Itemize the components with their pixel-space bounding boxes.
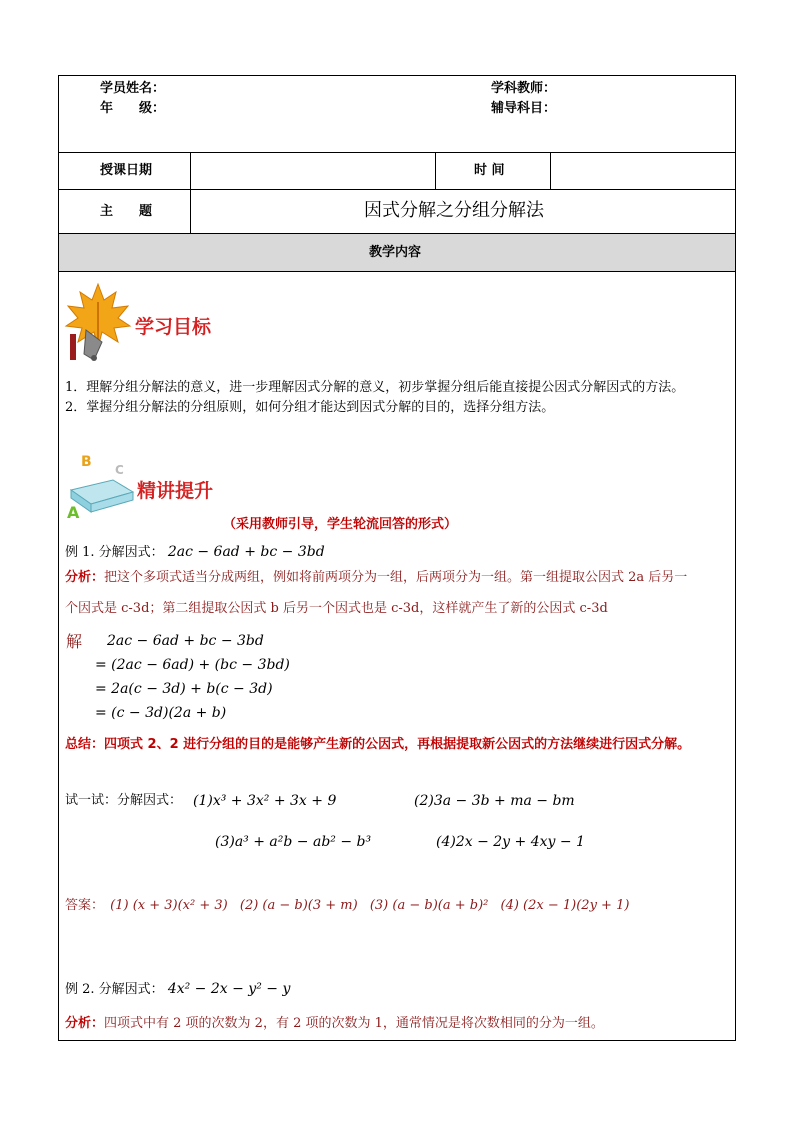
grade-label: 年 级： (100, 101, 166, 116)
example2-analysis-line (65, 1016, 604, 1032)
row-divider (59, 152, 735, 153)
example1-label-line (65, 544, 325, 561)
answers-label: 答案： (65, 898, 105, 913)
example2-label: 例 2. 分解因式： (65, 982, 164, 997)
example2-expr: 4x² − 2x − y² − y (167, 981, 291, 997)
abc-book-icon (63, 452, 137, 520)
solution-step-2: = 2a(c − 3d) + b(c − 3d) (95, 681, 273, 697)
row-divider (59, 189, 735, 190)
section2-title: 精讲提升 (137, 480, 214, 502)
solution-label: 解 (66, 632, 83, 651)
subject-label: 辅导科目： (491, 101, 557, 116)
topic-label: 主 题 (100, 204, 153, 219)
svg-text:B: B (81, 454, 92, 470)
answer-2: (2) (a − b)(3 + m) (239, 898, 358, 913)
example1-analysis-text1: 把这个多项式适当分成两组，例如将前两项分为一组，后两项分为一组。第一组提取公因式 2a 后另一 (104, 570, 688, 585)
answer-4: (4) (2x − 1)(2y + 1) (500, 898, 630, 913)
practice-label: 试一试：分解因式： (65, 793, 183, 808)
col-divider (550, 152, 551, 190)
example1-summary: 总结：四项式 2、2 进行分组的目的是能够产生新的公因式，再根据提取新公因式的方法继续进行因式分解。 (65, 737, 691, 752)
svg-text:A: A (67, 503, 80, 522)
example1-analysis-label: 分析： (65, 570, 105, 585)
solution-step-3: = (c − 3d)(2a + b) (95, 705, 227, 721)
col-divider (435, 152, 436, 190)
time-label: 时 间 (474, 163, 505, 178)
student-name-label: 学员姓名： (100, 81, 166, 96)
goal-item-1: 1．理解分组分解法的意义，进一步理解因式分解的意义，初步掌握分组后能直接提公因式分解因式的方法。 (65, 380, 685, 395)
solution-step-0: 2ac − 6ad + bc − 3bd (107, 633, 264, 649)
example2-analysis-label: 分析： (65, 1016, 105, 1031)
example2-analysis-text: 四项式中有 2 项的次数为 2，有 2 项的次数为 1，通常情况是将次数相同的分为一组。 (104, 1016, 604, 1031)
teacher-label: 学科教师： (491, 81, 557, 96)
practice-item-2: (2)3a − 3b + ma − bm (414, 793, 575, 809)
example1-label: 例 1. 分解因式： (65, 545, 164, 560)
date-label: 授课日期 (100, 163, 153, 178)
answer-3: (3) (a − b)(a + b)² (369, 898, 489, 913)
example1-analysis-line1 (65, 570, 687, 586)
solution-step-1: = (2ac − 6ad) + (bc − 3bd) (95, 657, 290, 673)
answers-line (65, 898, 629, 914)
answer-1: (1) (x + 3)(x² + 3) (110, 898, 228, 913)
example1-expr: 2ac − 6ad + bc − 3bd (167, 544, 325, 560)
example1-analysis-line2: 个因式是 c-3d；第二组提取公因式 b 后另一个因式也是 c-3d，这样就产生了新的公因式 c-3d (65, 601, 608, 616)
col-divider (190, 152, 191, 234)
maple-leaf-bell-icon (64, 282, 132, 362)
practice-item-3: (3)a³ + a²b − ab² − b³ (215, 834, 372, 850)
example2-line (65, 981, 290, 998)
practice-item-1: (1)x³ + 3x² + 3x + 9 (193, 793, 337, 809)
topic-value: 因式分解之分组分解法 (364, 200, 544, 221)
svg-text:C: C (115, 463, 124, 477)
goal-item-2: 2．掌握分组分解法的分组原则，如何分组才能达到因式分解的目的，选择分组方法。 (65, 400, 555, 415)
practice-item-4: (4)2x − 2y + 4xy − 1 (436, 834, 585, 850)
content-header: 教学内容 (369, 245, 422, 260)
section1-title: 学习目标 (135, 316, 212, 338)
section2-subtitle: （采用教师引导，学生轮流回答的形式） (223, 517, 458, 532)
row-divider (59, 271, 735, 272)
